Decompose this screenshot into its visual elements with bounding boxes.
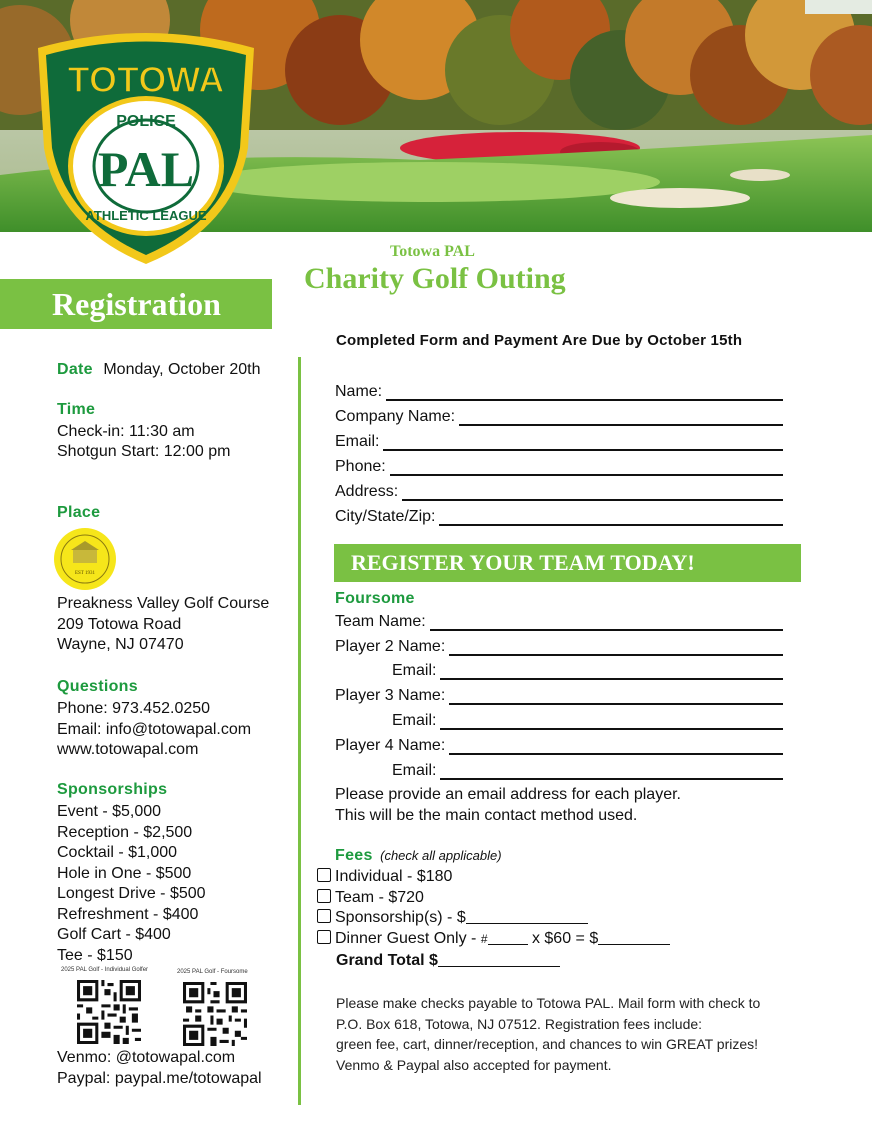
city-state-zip-label: City/State/Zip: — [335, 508, 436, 525]
sponsorship-item: Golf Cart - $400 — [57, 926, 171, 943]
player4-email-line[interactable] — [440, 764, 783, 780]
name-field[interactable] — [335, 381, 783, 401]
svg-text:TOTOWA: TOTOWA — [67, 59, 225, 100]
venmo-handle: Venmo: @totowapal.com — [57, 1049, 236, 1066]
name-label: Name: — [335, 383, 383, 400]
qr-label-individual: 2025 PAL Golf - Individual Golfer — [61, 967, 149, 973]
registration-banner: Registration — [0, 279, 272, 329]
team-name-field[interactable] — [335, 611, 783, 631]
grand-total-label: Grand Total $ — [336, 952, 438, 969]
fee-individual-label: Individual - $180 — [335, 868, 453, 885]
player3-name-field[interactable] — [335, 685, 783, 705]
player4-name-line[interactable] — [449, 739, 783, 755]
fee-sponsorship-option[interactable] — [317, 908, 588, 929]
player3-email-line[interactable] — [440, 714, 783, 730]
address-label: Address: — [335, 483, 399, 500]
fee-team-option[interactable] — [317, 888, 424, 909]
event-title: Charity Golf Outing — [304, 262, 566, 295]
email-note-line: This will be the main contact method used. — [335, 806, 638, 824]
email-field[interactable] — [335, 431, 783, 451]
checkin-time: Check-in: 11:30 am — [57, 423, 195, 440]
foursome-label: Foursome — [335, 590, 415, 607]
player3-name-label: Player 3 Name: — [335, 687, 446, 704]
fees-label: Fees — [335, 847, 373, 864]
payment-instructions — [336, 993, 760, 1075]
payment-line: green fee, cart, dinner/reception, and chances to win GREAT prizes! — [336, 1036, 759, 1052]
qr-label-foursome: 2025 PAL Golf - Foursome — [177, 969, 248, 975]
player3-name-line[interactable] — [449, 689, 783, 705]
date-block — [57, 360, 260, 381]
sponsorship-item: Event - $5,000 — [57, 803, 162, 820]
player2-name-line[interactable] — [449, 640, 783, 656]
player3-email-field[interactable] — [392, 710, 783, 730]
player2-email-field[interactable] — [392, 660, 783, 680]
sponsorship-amount-line[interactable] — [466, 909, 588, 924]
dinner-checkbox[interactable] — [317, 930, 331, 944]
time-label: Time — [57, 401, 96, 418]
sponsorship-item: Hole in One - $500 — [57, 864, 192, 882]
sponsorships-label: Sponsorships — [57, 781, 168, 798]
dinner-count-hash: # — [480, 932, 488, 946]
player4-email-label: Email: — [392, 762, 437, 779]
course-seal-icon — [53, 527, 117, 591]
address-field[interactable] — [335, 481, 783, 501]
website-link[interactable]: www.totowapal.com — [57, 741, 199, 758]
phone-line[interactable] — [390, 460, 783, 476]
name-line[interactable] — [386, 385, 783, 401]
sponsorship-item: Longest Drive - $500 — [57, 885, 206, 902]
svg-text:POLICE: POLICE — [116, 113, 176, 130]
payment-line: P.O. Box 618, Totowa, NJ 07512. Registration fees include: — [336, 1015, 703, 1032]
qr-code-individual-icon[interactable] — [77, 980, 141, 1044]
player3-email-label: Email: — [392, 712, 437, 729]
individual-checkbox[interactable] — [317, 868, 331, 882]
dinner-total-line[interactable] — [598, 930, 670, 945]
svg-text:EST 1931: EST 1931 — [74, 571, 96, 576]
event-subtitle: Totowa PAL — [390, 243, 475, 260]
city-state-zip-line[interactable] — [439, 510, 783, 526]
date-value: Monday, October 20th — [103, 361, 261, 378]
player4-name-label: Player 4 Name: — [335, 737, 446, 754]
player2-email-label: Email: — [392, 662, 437, 679]
email-label: Email: — [335, 433, 380, 450]
dinner-count-line[interactable] — [488, 930, 528, 945]
qr-code-foursome-icon[interactable] — [183, 982, 247, 1046]
sponsorship-item: Tee - $150 — [57, 946, 133, 964]
team-name-label: Team Name: — [335, 613, 426, 630]
place-label: Place — [57, 504, 101, 521]
team-checkbox[interactable] — [317, 889, 331, 903]
dinner-price-label: x $60 = $ — [527, 930, 599, 947]
player4-email-field[interactable] — [392, 760, 783, 780]
phone-label: Phone: — [335, 458, 386, 475]
fee-team-label: Team - $720 — [335, 889, 424, 906]
sponsorship-item: Refreshment - $400 — [57, 905, 199, 923]
fees-heading — [335, 847, 502, 865]
sponsorship-checkbox[interactable] — [317, 909, 331, 923]
phone-field[interactable] — [335, 456, 783, 476]
email-note-line: Please provide an email address for each player. — [335, 786, 681, 803]
register-team-banner: REGISTER YOUR TEAM TODAY! — [334, 544, 801, 582]
shotgun-time: Shotgun Start: 12:00 pm — [57, 443, 231, 460]
due-notice: Completed Form and Payment Are Due by October 15th — [336, 332, 743, 349]
column-divider — [298, 357, 301, 1105]
sponsorship-item: Reception - $2,500 — [57, 823, 193, 841]
email-text: Email: info@totowapal.com — [57, 720, 252, 738]
email-line[interactable] — [383, 435, 783, 451]
totowa-pal-logo — [34, 28, 258, 268]
payment-line: Venmo & Paypal also accepted for payment. — [336, 1056, 612, 1073]
player4-name-field[interactable] — [335, 735, 783, 755]
city-state-zip-field[interactable] — [335, 506, 783, 526]
date-label: Date — [57, 361, 93, 378]
fee-dinner-label: Dinner Guest Only - — [335, 930, 481, 947]
fee-dinner-option[interactable] — [317, 929, 670, 950]
svg-text:PAL: PAL — [97, 141, 195, 197]
fee-individual-option[interactable] — [317, 867, 452, 888]
company-label: Company Name: — [335, 408, 456, 425]
player2-email-line[interactable] — [440, 664, 783, 680]
player2-name-field[interactable] — [335, 636, 783, 656]
sponsorship-item: Cocktail - $1,000 — [57, 844, 178, 861]
svg-text:ATHLETIC LEAGUE: ATHLETIC LEAGUE — [85, 208, 207, 223]
phone-text: Phone: 973.452.0250 — [57, 700, 211, 717]
fee-sponsorship-label: Sponsorship(s) - $ — [335, 909, 466, 926]
place-line: Preakness Valley Golf Course — [57, 595, 270, 612]
paypal-link: Paypal: paypal.me/totowapal — [57, 1070, 262, 1087]
place-line: 209 Totowa Road — [57, 615, 182, 633]
questions-info — [57, 699, 251, 761]
grand-total-line[interactable] — [438, 952, 560, 967]
payment-line: Please make checks payable to Totowa PAL. Mail form with check to — [336, 995, 761, 1011]
address-line[interactable] — [402, 485, 783, 501]
grand-total[interactable] — [336, 951, 560, 972]
sponsorship-list — [57, 802, 206, 966]
fees-hint: (check all applicable) — [380, 848, 502, 863]
place-line: Wayne, NJ 07470 — [57, 636, 184, 653]
questions-label: Questions — [57, 678, 138, 695]
team-name-line[interactable] — [430, 615, 783, 631]
company-field[interactable] — [335, 406, 783, 426]
place-address — [57, 594, 269, 656]
player2-name-label: Player 2 Name: — [335, 638, 446, 655]
company-line[interactable] — [459, 410, 783, 426]
email-note — [335, 785, 681, 826]
